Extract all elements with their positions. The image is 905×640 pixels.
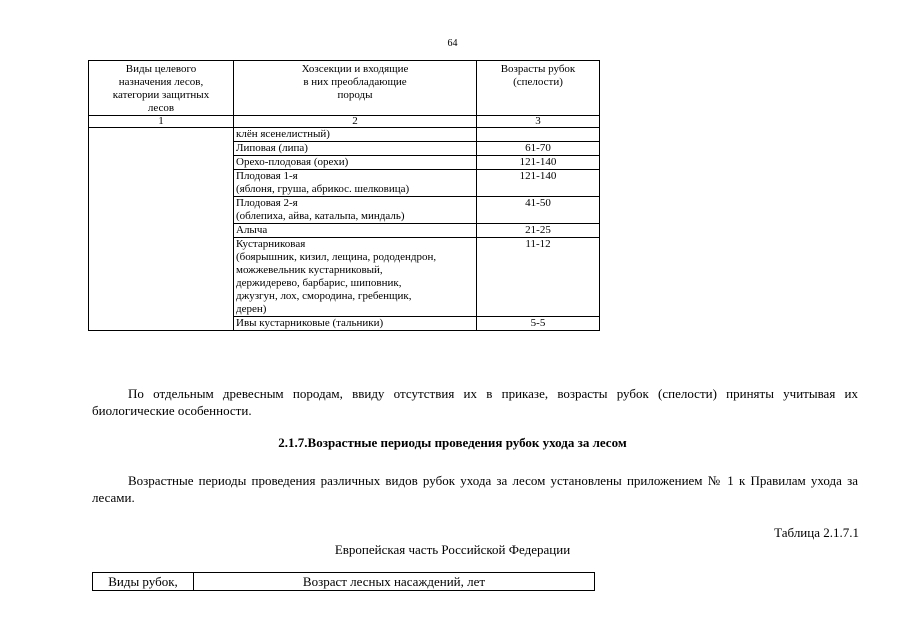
species-cell: Липовая (липа)	[234, 142, 477, 156]
species-cell: Орехо-плодовая (орехи)	[234, 156, 477, 170]
table-row	[89, 128, 600, 142]
header-sections-text: Хозсекции и входящие в них преобладающие породы	[301, 63, 409, 101]
paragraph-note	[92, 385, 858, 419]
table-subtitle: Европейская часть Российской Федерации	[334, 542, 571, 557]
age-cell: 41-50	[477, 197, 600, 224]
age-cell: 5-5	[477, 317, 600, 331]
header-felling-age-text: Возрасты рубок (спелости)	[500, 63, 576, 88]
table-label: Таблица 2.1.7.1	[774, 525, 859, 540]
paragraph-note-text: По отдельным древесным породам, ввиду отсутствия их в приказе, возрасты рубок (спелости) приняты учитывая их биологические особенности.	[92, 386, 858, 418]
column-number-row	[89, 116, 600, 128]
header-purpose	[89, 61, 234, 116]
age-cell: 61-70	[477, 142, 600, 156]
species-cell: Ивы кустарниковые (тальники)	[234, 317, 477, 331]
table-body	[89, 128, 600, 331]
forest-age-table	[88, 60, 600, 331]
header-felling-types: Виды рубок,	[93, 573, 194, 591]
table-header-row	[93, 573, 595, 591]
age-cell: 121-140	[477, 170, 600, 197]
table-header-row	[89, 61, 600, 116]
header-felling-age	[477, 61, 600, 116]
column-number: 3	[477, 116, 600, 128]
column-number: 1	[89, 116, 234, 128]
species-cell: Кустарниковая (боярышник, кизил, лещина, рододендрон, можжевельник кустарниковый, держидерево, барбарис, шиповник, джузгун, лох, смородина, гребенщик, дерен)	[234, 238, 477, 317]
species-cell: Плодовая 1-я (яблоня, груша, абрикос. шелковица)	[234, 170, 477, 197]
header-purpose-text: Виды целевого назначения лесов, категории защитных лесов	[112, 63, 210, 114]
paragraph-periods-text: Возрастные периоды проведения различных видов рубок ухода за лесом установлены приложением № 1 к Правилам ухода за лесами.	[92, 473, 858, 505]
age-cell: 11-12	[477, 238, 600, 317]
age-cell: 21-25	[477, 224, 600, 238]
species-cell: клён ясенелистный)	[234, 128, 477, 142]
species-cell: Алыча	[234, 224, 477, 238]
age-cell	[477, 128, 600, 142]
care-felling-table	[92, 572, 595, 591]
purpose-cell	[89, 128, 234, 331]
header-sections	[234, 61, 477, 116]
section-heading: 2.1.7.Возрастные периоды проведения рубок ухода за лесом	[278, 435, 627, 450]
column-number: 2	[234, 116, 477, 128]
paragraph-periods	[92, 472, 858, 506]
header-stand-age: Возраст лесных насаждений, лет	[194, 573, 595, 591]
species-cell: Плодовая 2-я (облепиха, айва, катальпа, миндаль)	[234, 197, 477, 224]
age-cell: 121-140	[477, 156, 600, 170]
page-number: 64	[447, 38, 458, 49]
